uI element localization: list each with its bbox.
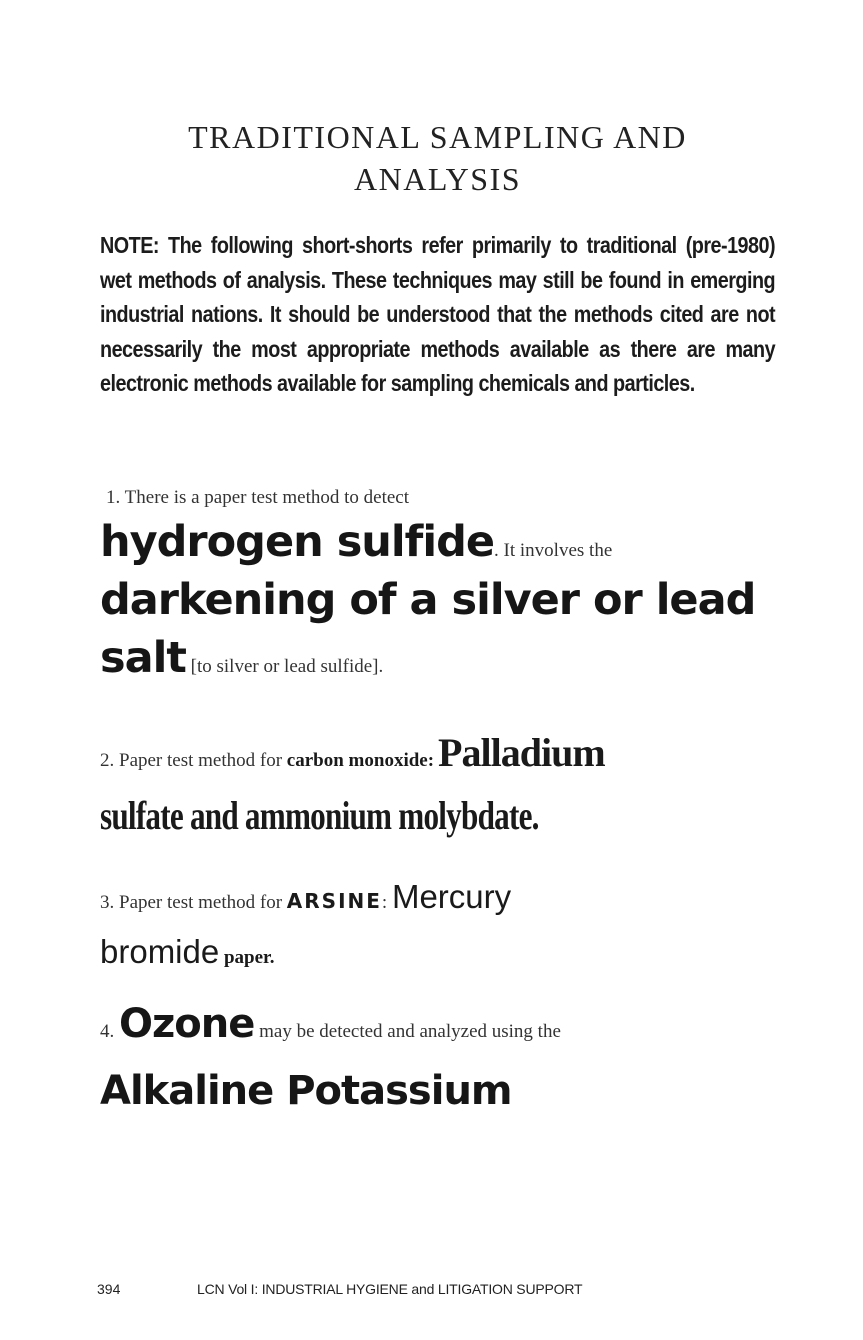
item-2-term: carbon monoxide: xyxy=(286,750,435,771)
item-3-intro: 3. Paper test method for xyxy=(100,892,287,913)
item-1-tail: [to silver or lead sulfide]. xyxy=(185,656,384,677)
item-3-sep: : xyxy=(381,892,392,913)
item-2-intro: 2. Paper test method for xyxy=(100,750,287,771)
list-item xyxy=(100,483,780,687)
item-1-intro: 1. There is a paper test method to detect xyxy=(106,487,410,508)
item-4-intro: 4. xyxy=(100,1021,119,1042)
item-2-detail-line-1: Palladium xyxy=(438,730,605,775)
item-2-detail-line-2: sulfate and ammonium molybdate. xyxy=(100,793,539,838)
item-4-mid: may be detected and analyzed using the xyxy=(254,1021,561,1042)
note-paragraph: NOTE: The following short-shorts refer primarily to traditional (pre-1980) wet methods of analysis. These techniques may still be found in emerging industrial nations. It should be understood that the methods cited are not necessarily the most appropriate methods available as there are many electronic methods available for sampling chemicals and particles. xyxy=(100,232,776,396)
list-item xyxy=(100,872,780,982)
item-1-detail: darkening of a silver or lead salt xyxy=(100,575,756,683)
item-3-detail-line-2: bromide xyxy=(100,933,220,970)
item-4-detail: Alkaline Potassium xyxy=(100,1068,512,1114)
page-title xyxy=(100,116,775,200)
title-line-1: TRADITIONAL SAMPLING AND xyxy=(188,119,687,155)
page-footer xyxy=(97,1281,582,1297)
item-3-tail: paper. xyxy=(219,947,275,968)
list-item xyxy=(100,996,780,1121)
page-number: 394 xyxy=(97,1281,121,1297)
item-1-term: hydrogen sulfide xyxy=(100,517,495,567)
item-3-term: ARSINE xyxy=(286,889,382,913)
item-1-mid: . It involves the xyxy=(494,540,613,561)
title-line-2: ANALYSIS xyxy=(353,161,522,197)
item-4-term: Ozone xyxy=(119,1001,255,1047)
running-title: LCN Vol I: INDUSTRIAL HYGIENE and LITIGATION SUPPORT xyxy=(197,1281,583,1297)
item-3-detail-line-1: Mercury xyxy=(391,878,512,915)
list-item xyxy=(100,728,780,854)
